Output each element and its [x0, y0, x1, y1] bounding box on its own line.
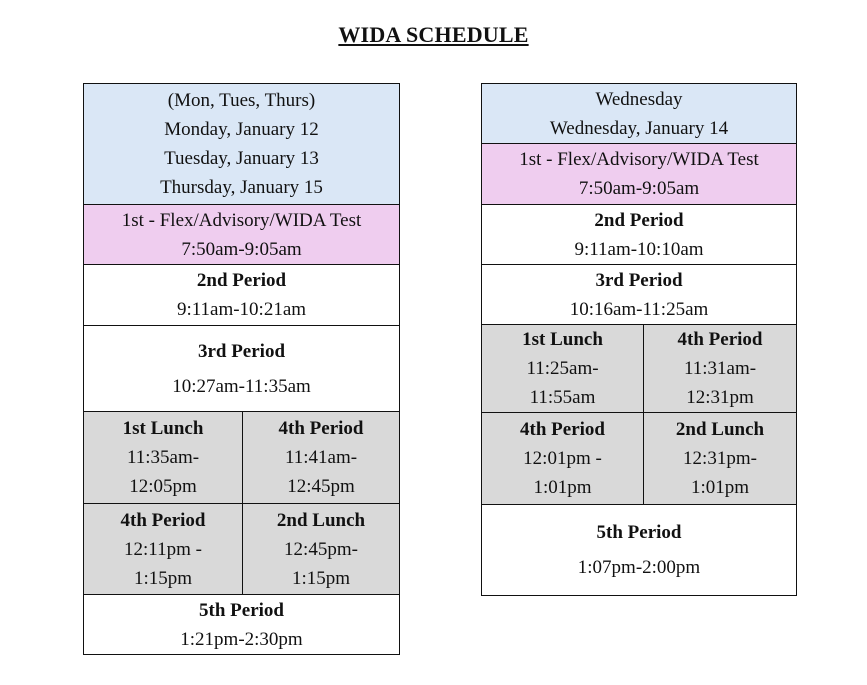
period-flex-advisory	[84, 205, 400, 265]
period-name: 4th Period	[677, 329, 763, 350]
period-time-start: 12:31pm-	[683, 448, 757, 469]
period-time-start: 11:35am-	[126, 447, 200, 468]
period-time: 10:16am-11:25am	[569, 298, 709, 320]
period-time-start: 11:31am-	[683, 358, 757, 379]
period-time-end: 12:05pm	[129, 476, 197, 497]
period-name: 2nd Lunch	[675, 419, 765, 440]
period-time: 9:11am-10:10am	[574, 238, 704, 260]
period-4th	[482, 413, 644, 505]
period-2nd-lunch	[644, 413, 797, 505]
period-2nd-lunch	[243, 504, 400, 595]
period-time-start: 12:01pm -	[523, 448, 602, 469]
period-2nd	[84, 265, 400, 326]
period-time-start: 12:45pm-	[284, 538, 358, 560]
header-line: Wednesday	[595, 88, 683, 110]
schedule-header	[482, 84, 797, 144]
header-line: Wednesday, January 14	[549, 117, 729, 139]
period-name: 4th Period	[120, 509, 206, 531]
period-time-end: 1:15pm	[291, 567, 351, 589]
period-name: 5th Period	[199, 599, 284, 621]
period-name: 1st Lunch	[522, 329, 603, 350]
period-4th	[644, 325, 797, 413]
period-name: 4th Period	[278, 418, 364, 439]
period-1st-lunch	[482, 325, 644, 413]
period-4th	[84, 504, 243, 595]
period-5th	[482, 505, 797, 596]
period-time-start: 11:25am-	[526, 358, 599, 379]
period-time: 7:50am-9:05am	[181, 238, 302, 260]
period-4th	[243, 412, 400, 504]
header-line: (Mon, Tues, Thurs)	[167, 90, 316, 111]
period-time: 7:50am-9:05am	[578, 178, 700, 199]
period-2nd	[482, 205, 797, 265]
schedule-header	[84, 84, 400, 205]
header-line: Tuesday, January 13	[164, 148, 319, 169]
header-line: Thursday, January 15	[160, 177, 323, 198]
period-time: 10:27am-11:35am	[172, 375, 311, 397]
period-time-start: 12:11pm -	[124, 538, 202, 560]
period-1st-lunch	[84, 412, 243, 504]
period-time: 1:21pm-2:30pm	[180, 628, 303, 650]
period-time: 1:07pm-2:00pm	[577, 557, 701, 578]
period-flex-advisory	[482, 144, 797, 205]
period-name: 1st Lunch	[122, 418, 204, 439]
schedule-table-mon-tue-thu	[83, 83, 400, 655]
period-time-end: 11:55am	[529, 387, 596, 408]
period-name: 1st - Flex/Advisory/WIDA Test	[519, 149, 759, 170]
period-name: 5th Period	[596, 522, 682, 543]
period-name: 3rd Period	[595, 269, 683, 291]
page-title: WIDA SCHEDULE	[338, 22, 529, 47]
period-name: 2nd Lunch	[276, 509, 366, 531]
period-3rd	[84, 326, 400, 412]
period-time-end: 12:31pm	[686, 387, 754, 408]
period-name: 3rd Period	[197, 340, 286, 362]
period-time-start: 11:41am-	[284, 447, 358, 468]
period-name: 2nd Period	[196, 270, 287, 291]
period-time-end: 12:45pm	[287, 476, 355, 497]
period-name: 2nd Period	[594, 209, 684, 231]
period-time-end: 1:01pm	[533, 477, 592, 498]
period-time: 9:11am-10:21am	[176, 299, 307, 320]
period-5th	[84, 595, 400, 655]
period-time-end: 1:01pm	[690, 477, 750, 498]
period-3rd	[482, 265, 797, 325]
period-name: 1st - Flex/Advisory/WIDA Test	[121, 209, 362, 231]
schedule-table-wednesday	[481, 83, 797, 596]
header-line: Monday, January 12	[164, 119, 319, 140]
period-time-end: 1:15pm	[133, 567, 193, 589]
period-name: 4th Period	[520, 419, 605, 440]
